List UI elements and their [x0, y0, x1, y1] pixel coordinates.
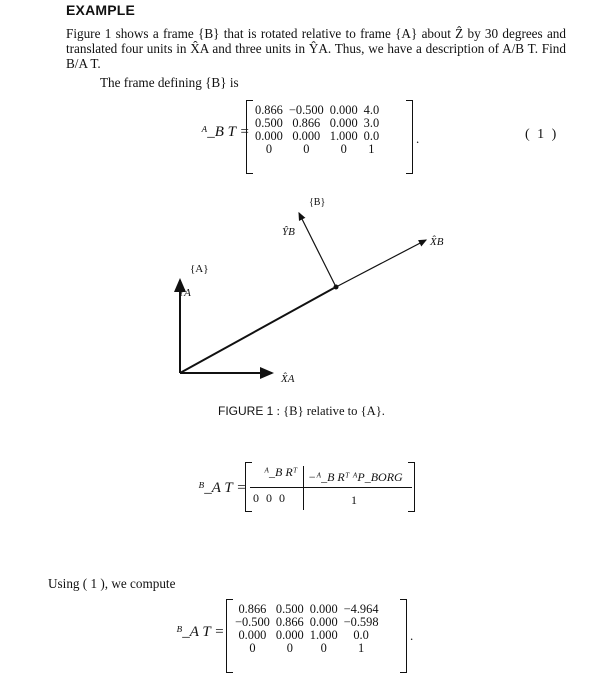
matrix-cell: 0.866	[238, 602, 267, 616]
matrix-cell: 0.500	[275, 602, 304, 616]
eq2-vrule	[303, 466, 304, 510]
matrix-cell: 0.000	[329, 103, 358, 117]
matrix-cell: 0	[340, 142, 347, 156]
y-b-axis	[299, 213, 336, 287]
eq3-right-bracket	[400, 599, 407, 673]
matrix-cell: 0	[286, 641, 293, 655]
matrix-cell: 0	[303, 142, 310, 156]
matrix-cell: 0.866	[292, 116, 321, 130]
figure-caption	[218, 404, 385, 419]
eq2-bottom-right: 1	[351, 493, 357, 507]
matrix-row	[232, 642, 382, 655]
matrix-cell: 0.000	[309, 602, 338, 616]
matrix-cell: 0	[265, 142, 273, 156]
matrix-cell: 0	[249, 641, 256, 655]
matrix-cell: 3.0	[363, 116, 380, 130]
eq3-matrix	[232, 603, 382, 655]
eq2-bottom-left: 0 0 0	[253, 491, 285, 505]
caption-prefix: FIGURE 1	[218, 404, 274, 418]
matrix-cell: 0.000	[309, 615, 338, 629]
label-frame-b: {B}	[309, 197, 326, 208]
eq3-lhs: ᴮ_A T =	[176, 624, 225, 640]
matrix-cell: 0.000	[255, 129, 283, 143]
matrix-cell: 0.500	[255, 116, 283, 130]
matrix-cell: 1	[357, 641, 365, 655]
matrix-cell: 0.000	[292, 129, 321, 143]
matrix-cell: 0	[320, 641, 327, 655]
using-text: Using ( 1 ), we compute	[48, 576, 176, 591]
matrix-cell: 0.866	[255, 103, 283, 117]
frame-figure	[0, 190, 602, 400]
eq2-top-left: ᴬ_B Rᵀ	[264, 465, 298, 479]
eq2-right-bracket	[408, 462, 415, 512]
eq2-lhs: ᴮ_A T =	[198, 480, 247, 496]
label-x-a: X̂A	[281, 373, 295, 385]
matrix-cell: 1	[368, 142, 375, 156]
eq1-lhs: ᴬ_B T =	[201, 124, 250, 140]
matrix-cell: 0.000	[275, 628, 304, 642]
label-frame-a: {A}	[190, 263, 209, 275]
label-y-a: ŶA	[178, 287, 191, 299]
matrix-cell: −0.500	[235, 615, 270, 629]
eq1-terminator: .	[416, 131, 420, 146]
label-x-b: X̂B	[430, 236, 444, 248]
eq1-matrix	[252, 104, 382, 156]
eq2-hrule	[250, 487, 412, 488]
matrix-cell: 0.000	[329, 116, 358, 130]
matrix-row	[252, 143, 382, 156]
matrix-cell: −0.500	[288, 103, 324, 117]
problem-text: Figure 1 shows a frame {B} that is rotated relative to frame {A} about Ẑ by 30 degrees and translated four units in X̂A and three units in ŶA. Thus, we have a description of A/B T. Find B/A T.	[66, 26, 566, 71]
matrix-cell: 0.000	[238, 628, 267, 642]
matrix-cell: 1.000	[329, 129, 358, 143]
eq1-right-bracket	[406, 100, 413, 174]
translation-vector	[180, 288, 334, 373]
eq3-terminator: .	[410, 628, 414, 643]
frame-intro-text: The frame defining {B} is	[100, 75, 239, 90]
matrix-cell: 1.000	[309, 628, 338, 642]
eq2-top-right: −ᴬ_B Rᵀ ᴬP_BORG	[308, 470, 403, 484]
matrix-cell: −4.964	[343, 602, 379, 616]
section-heading: EXAMPLE	[66, 2, 136, 18]
problem-paragraph	[66, 26, 566, 71]
matrix-cell: 0.0	[363, 129, 380, 143]
matrix-cell: 4.0	[363, 103, 380, 117]
matrix-cell: −0.598	[343, 615, 379, 629]
matrix-cell: 0.0	[353, 628, 369, 642]
eq1-number: ( 1 )	[525, 127, 559, 142]
label-y-b: ŶB	[282, 226, 295, 238]
x-b-axis	[336, 240, 426, 287]
caption-text: : {B} relative to {A}.	[273, 404, 385, 418]
matrix-cell: 0.866	[275, 615, 304, 629]
